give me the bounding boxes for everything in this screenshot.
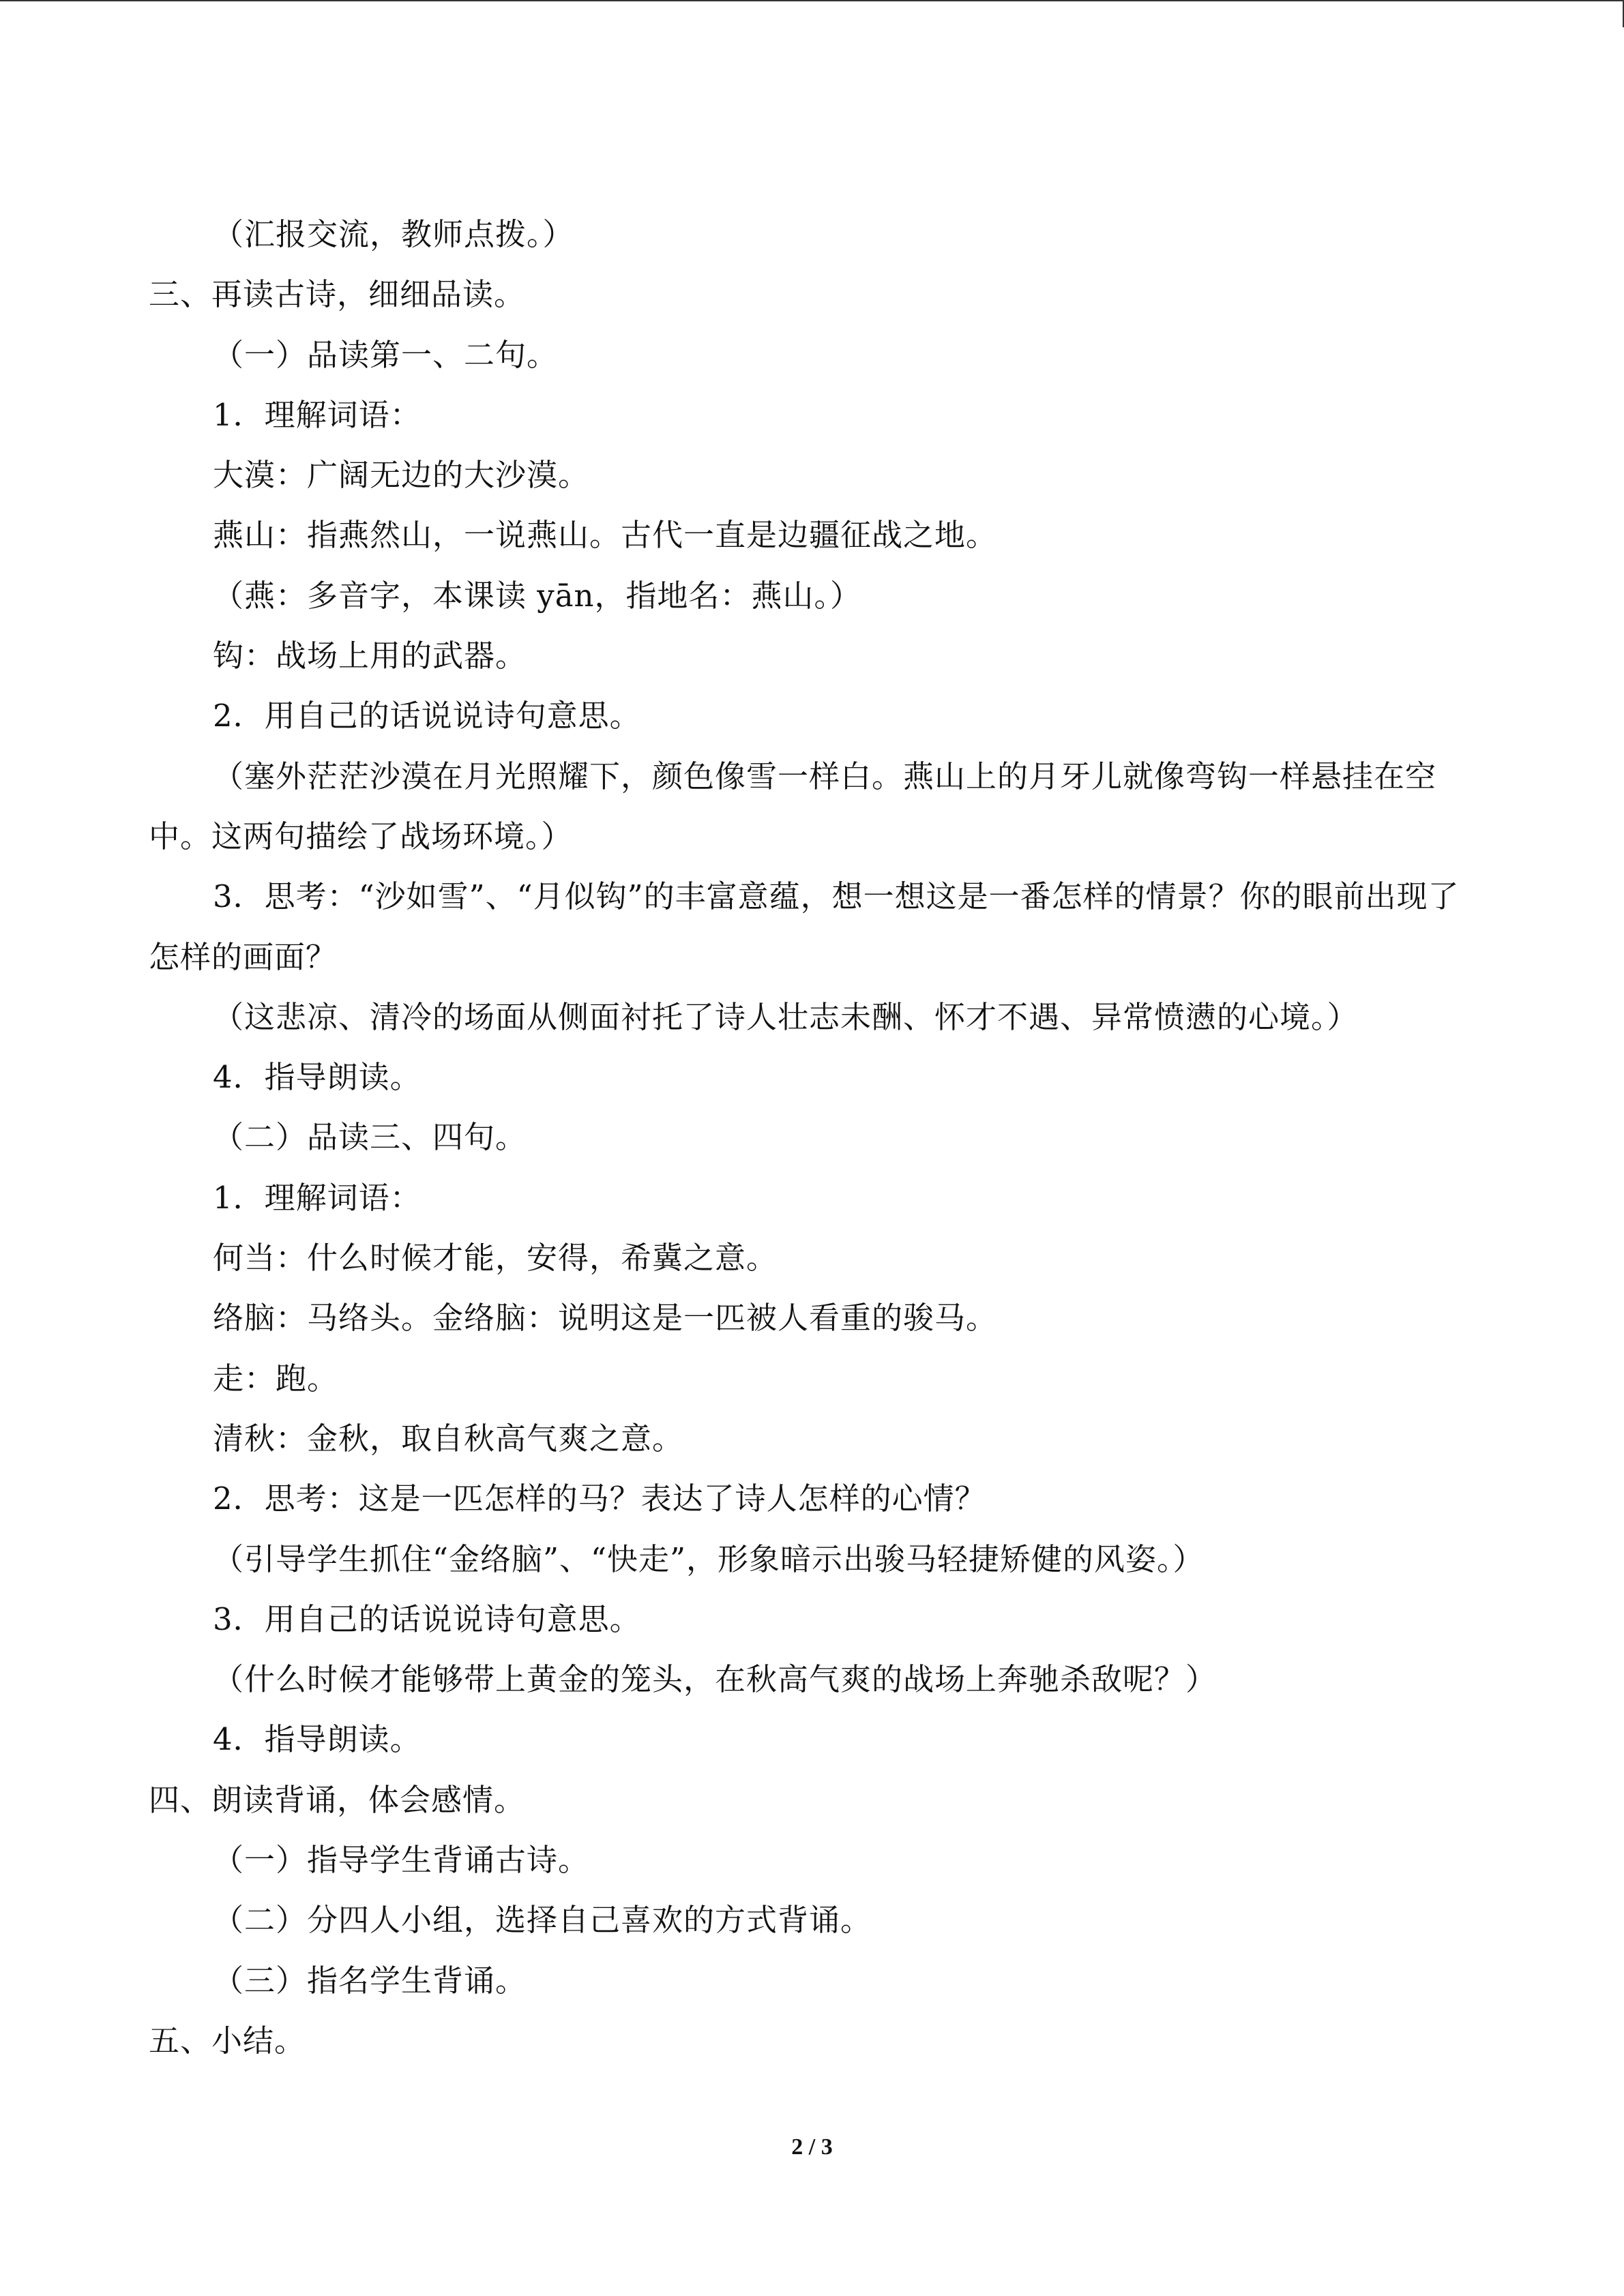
text-line: 钩：战场上用的武器。 <box>213 638 527 674</box>
text-line: 络脑：马络头。金络脑：说明这是一匹被人看重的骏马。 <box>213 1300 998 1337</box>
text-line: （汇报交流，教师点拨。） <box>213 216 574 252</box>
subsection-heading: （二）品读三、四句。 <box>213 1119 527 1156</box>
text-line: 清秋：金秋，取自秋高气爽之意。 <box>213 1420 684 1457</box>
section-heading: 五、小结。 <box>149 2022 306 2059</box>
text-line: （这悲凉、清冷的场面从侧面衬托了诗人壮志未酬、怀才不遇、异常愤懑的心境。） <box>213 998 1359 1035</box>
text-line: （二）分四人小组，选择自己喜欢的方式背诵。 <box>213 1902 872 1939</box>
text-line: （燕：多音字，本课读 yān，指地名：燕山。） <box>213 577 862 614</box>
text-line: 燕山：指燕然山，一说燕山。古代一直是边疆征战之地。 <box>213 517 998 554</box>
text-line: （三）指名学生背诵。 <box>213 1962 527 1999</box>
subsection-heading: （一）品读第一、二句。 <box>213 336 559 373</box>
text-line: 何当：什么时候才能，安得，希冀之意。 <box>213 1240 778 1277</box>
page-top-border <box>0 0 1624 1</box>
paragraph: 3．思考：“沙如雪”、“月似钩”的丰富意蕴，想一想这是一番怎样的情景？你的眼前出现了怎样的画面？ <box>149 878 1460 975</box>
text-line: 4．指导朗读。 <box>213 1721 422 1758</box>
text-line: 1．理解词语： <box>213 396 422 433</box>
text-line: 3．用自己的话说说诗句意思。 <box>213 1600 641 1637</box>
paragraph: （塞外茫茫沙漠在月光照耀下，颜色像雪一样白。燕山上的月牙儿就像弯钩一样悬挂在空中。这两句描绘了战场环境。） <box>149 758 1437 854</box>
document-body <box>149 205 1486 2071</box>
page-number: 2 / 3 <box>791 2134 833 2160</box>
text-line: 4．指导朗读。 <box>213 1059 422 1096</box>
text-line: 2．用自己的话说说诗句意思。 <box>213 698 641 734</box>
text-line: （一）指导学生背诵古诗。 <box>213 1842 590 1879</box>
text-line: 大漠：广阔无边的大沙漠。 <box>213 457 590 494</box>
text-line: 1．理解词语： <box>213 1179 422 1216</box>
text-line: （什么时候才能够带上黄金的笼头，在秋高气爽的战场上奔驰杀敌呢？） <box>213 1661 1217 1698</box>
text-line: 走：跑。 <box>213 1360 339 1397</box>
text-line: 2．思考：这是一匹怎样的马？表达了诗人怎样的心情？ <box>213 1480 986 1517</box>
section-heading: 三、再读古诗，细细品读。 <box>149 276 526 313</box>
text-line: （引导学生抓住“金络脑”、“快走”，形象暗示出骏马轻捷矫健的风姿。） <box>213 1540 1205 1577</box>
section-heading: 四、朗读背诵，体会感情。 <box>149 1781 526 1818</box>
